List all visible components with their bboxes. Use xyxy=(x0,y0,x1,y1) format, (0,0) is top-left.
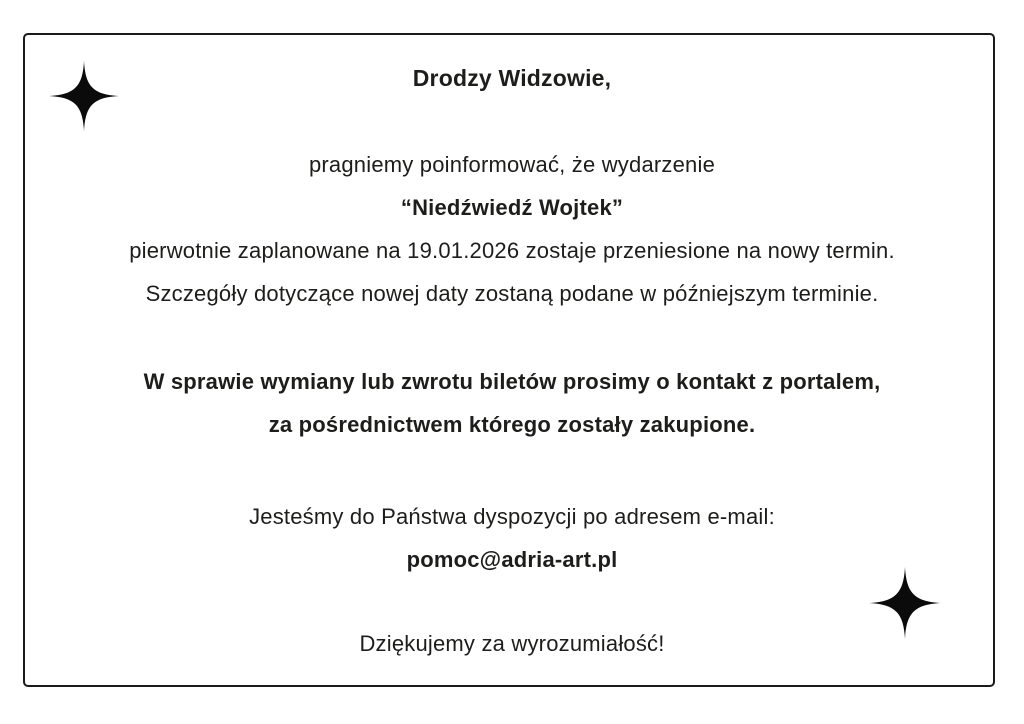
greeting-line: Drodzy Widzowie, xyxy=(412,65,612,91)
postpone-line-2: Szczegóły dotyczące nowej daty zostaną podane w późniejszym terminie. xyxy=(145,281,879,306)
event-name: “Niedźwiedź Wojtek” xyxy=(400,195,624,220)
contact-email: pomoc@adria-art.pl xyxy=(406,547,618,572)
refund-line-1: W sprawie wymiany lub zwrotu biletów prosimy o kontakt z portalem, xyxy=(143,369,881,394)
postpone-line-1: pierwotnie zaplanowane na 19.01.2026 zostaje przeniesione na nowy termin. xyxy=(129,238,895,263)
intro-paragraph xyxy=(0,143,1024,315)
thanks-line: Dziękujemy za wyrozumiałość! xyxy=(359,631,665,656)
contact-paragraph xyxy=(0,495,1024,581)
refund-line-2: za pośrednictwem którego zostały zakupione. xyxy=(268,412,756,437)
contact-line: Jesteśmy do Państwa dyspozycji po adresem e-mail: xyxy=(249,504,775,529)
intro-line: pragniemy poinformować, że wydarzenie xyxy=(308,152,716,177)
thanks-paragraph xyxy=(0,622,1024,665)
refund-paragraph xyxy=(0,360,1024,446)
